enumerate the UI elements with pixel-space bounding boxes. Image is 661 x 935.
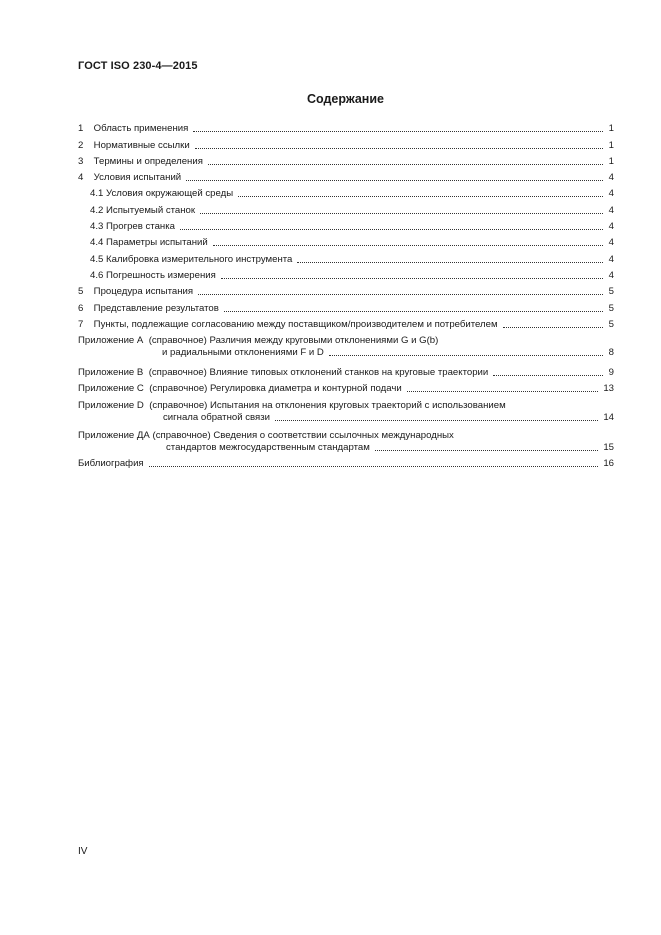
appendix-prefix: Приложение А — [78, 334, 144, 346]
toc-text: Условия окружающей среды — [106, 188, 234, 200]
toc-leader-dots — [407, 391, 599, 392]
toc-leader-dots — [213, 245, 603, 246]
toc-leader-dots — [208, 164, 603, 165]
toc-text: Испытуемый станок — [106, 204, 196, 216]
toc-entry — [78, 119, 614, 135]
toc-appendix-c — [78, 379, 614, 395]
document-header: ГОСТ ISO 230-4—2015 — [78, 60, 198, 72]
toc-text: Процедура испытания — [93, 286, 194, 298]
appendix-title: (справочное) Сведения о соответствии ссылочных международных — [152, 430, 454, 442]
toc-leader-dots — [198, 294, 603, 295]
page-title: Содержание — [306, 92, 384, 106]
toc-subentry — [78, 233, 614, 249]
toc-page: 4 — [608, 221, 614, 233]
toc-subentry — [78, 200, 614, 216]
toc-page: 5 — [608, 318, 614, 330]
toc-number: 4.1 — [90, 188, 104, 200]
toc-page: 1 — [608, 155, 614, 167]
appendix-title-cont: сигнала обратной связи — [163, 412, 270, 424]
toc-leader-dots — [329, 355, 603, 356]
bibliography-title: Библиография — [78, 458, 144, 470]
toc-page: 4 — [608, 172, 614, 184]
toc-number: 7 — [78, 318, 84, 330]
toc-entry — [78, 135, 614, 151]
toc-page: 4 — [608, 253, 614, 265]
toc-text: Нормативные ссылки — [93, 139, 190, 151]
toc-entry — [78, 282, 614, 298]
appendix-title-cont: стандартов межгосударственным стандартам — [166, 442, 370, 454]
appendix-prefix: Приложение В — [78, 367, 144, 379]
toc-page: 13 — [603, 383, 614, 395]
toc-text: Область применения — [93, 123, 189, 135]
appendix-title: (справочное) Различия между круговыми отклонениями G и G(b) — [148, 334, 439, 346]
toc-leader-dots — [195, 148, 603, 149]
appendix-prefix: Приложение ДА — [78, 430, 150, 442]
toc-page: 15 — [603, 442, 614, 454]
toc-number: 1 — [78, 123, 84, 135]
appendix-title: (справочное) Регулировка диаметра и контурной подачи — [149, 383, 402, 395]
toc-entry — [78, 152, 614, 168]
toc-appendix-da — [78, 430, 614, 454]
toc-number: 2 — [78, 139, 84, 151]
toc-number: 3 — [78, 155, 84, 167]
toc-subentry — [78, 184, 614, 200]
toc-leader-dots — [193, 131, 603, 132]
toc-leader-dots — [186, 180, 603, 181]
toc-number: 4.3 — [90, 221, 104, 233]
toc-leader-dots — [297, 262, 603, 263]
toc-subentry — [78, 266, 614, 282]
toc-leader-dots — [221, 278, 603, 279]
toc-subentry — [78, 249, 614, 265]
toc-leader-dots — [200, 213, 603, 214]
toc-text: Условия испытаний — [93, 172, 182, 184]
toc-leader-dots — [149, 466, 599, 467]
toc-text: Параметры испытаний — [106, 237, 208, 249]
toc-text: Погрешность измерения — [106, 269, 216, 281]
toc-appendix-d — [78, 400, 614, 424]
toc-entry — [78, 168, 614, 184]
toc-page: 4 — [608, 269, 614, 281]
toc-number: 4.4 — [90, 237, 104, 249]
page-number: IV — [78, 846, 88, 857]
toc-text: Калибровка измерительного инструмента — [106, 253, 293, 265]
toc-number: 5 — [78, 286, 84, 298]
toc-text: Прогрев станка — [106, 221, 175, 233]
toc-page: 4 — [608, 204, 614, 216]
toc-number: 4.6 — [90, 269, 104, 281]
toc-page: 1 — [608, 123, 614, 135]
toc-page: 4 — [608, 237, 614, 249]
toc-subentry — [78, 217, 614, 233]
toc-page: 9 — [608, 367, 614, 379]
appendix-title: (справочное) Испытания на отклонения круговых траекторий с использованием — [149, 400, 506, 412]
toc-text: Представление результатов — [93, 302, 219, 314]
toc-page: 4 — [608, 188, 614, 200]
toc-number: 4.2 — [90, 204, 104, 216]
toc-page: 1 — [608, 139, 614, 151]
toc-leader-dots — [238, 196, 603, 197]
toc-leader-dots — [503, 327, 603, 328]
appendix-prefix: Приложение С — [78, 383, 144, 395]
toc-page: 5 — [608, 286, 614, 298]
toc-page: 5 — [608, 302, 614, 314]
appendix-prefix: Приложение D — [78, 400, 144, 412]
toc-leader-dots — [275, 420, 598, 421]
toc-bibliography — [78, 457, 614, 470]
table-of-contents — [78, 119, 614, 470]
toc-leader-dots — [180, 229, 603, 230]
toc-number: 4.5 — [90, 253, 104, 265]
toc-page: 16 — [603, 458, 614, 470]
toc-entry — [78, 298, 614, 314]
toc-page: 14 — [603, 412, 614, 424]
toc-number: 6 — [78, 302, 84, 314]
toc-text: Пункты, подлежащие согласованию между поставщиком/производителем и потребителем — [93, 318, 498, 330]
toc-text: Термины и определения — [93, 155, 203, 167]
toc-entry — [78, 315, 614, 331]
toc-number: 4 — [78, 172, 84, 184]
appendix-title-cont: и радиальными отклонениями F и D — [162, 346, 324, 358]
toc-leader-dots — [493, 375, 603, 376]
toc-leader-dots — [224, 311, 603, 312]
toc-leader-dots — [375, 450, 598, 451]
toc-page: 8 — [608, 346, 614, 358]
toc-appendix-b — [78, 363, 614, 379]
appendix-title: (справочное) Влияние типовых отклонений станков на круговые траектории — [148, 367, 489, 379]
toc-appendix-a — [78, 335, 614, 359]
